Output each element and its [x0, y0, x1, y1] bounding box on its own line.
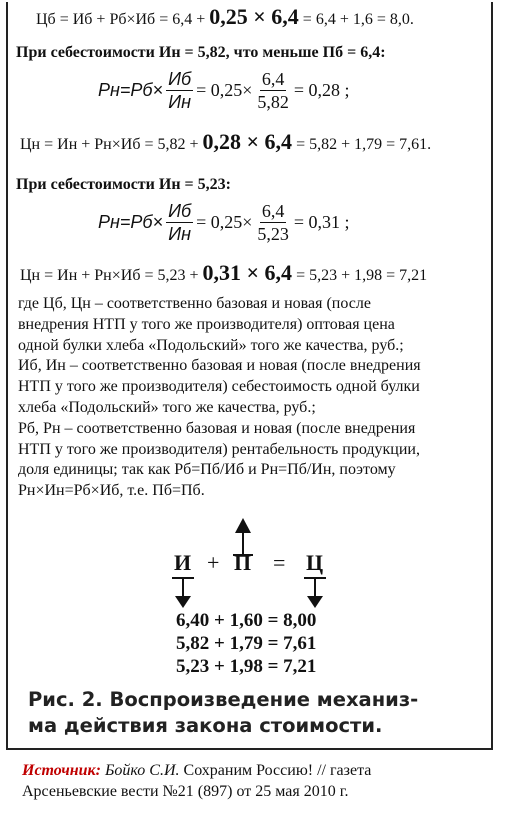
heading-cost-5-23: При себестоимости Ин = 5,23:: [16, 176, 231, 193]
figure-frame: [6, 2, 493, 750]
formula-text: Цн = Ин + Рн×Иб = 5,82 +: [20, 136, 203, 153]
numerator: Иб: [168, 69, 192, 89]
denominator: Ин: [168, 92, 191, 112]
sum-line-1: 6,40 + 1,60 = 8,00: [176, 610, 317, 631]
symbol-price: Ц: [306, 550, 324, 575]
sum-line-2: 5,82 + 1,79 = 7,61: [176, 633, 317, 654]
figure-caption-line-2: ма действия закона стоимости.: [28, 714, 383, 737]
source-label: Источник:: [22, 762, 101, 779]
formula-mid: = 0,25×: [196, 212, 253, 232]
formula-text: = 6,4 + 1,6 = 8,0.: [298, 11, 414, 28]
definition-line: НТП у того же производителя) рентабельность продукции,: [18, 440, 420, 458]
denominator: 5,82: [257, 92, 289, 112]
arrow-up-icon: [235, 518, 251, 533]
sum-line-3: 5,23 + 1,98 = 7,21: [176, 656, 317, 677]
formula-text: Цб = Иб + Рб×Иб = 6,4 +: [36, 11, 210, 28]
definition-line: где Цб, Цн – соответственно базовая и новая (после: [18, 295, 371, 312]
source-author: Бойко С.И.: [100, 762, 180, 779]
numerator: 6,4: [261, 201, 285, 221]
formula-lhs: Рн=Рб×: [98, 212, 164, 232]
formula-mid: = 0,25×: [196, 80, 253, 100]
arrow-down-icon: [307, 596, 323, 608]
formula-result: = 0,31 ;: [293, 212, 350, 232]
numerator: Иб: [168, 201, 192, 221]
formula-lhs: Рн=Рб×: [98, 80, 164, 100]
definition-line: НТП у того же производителя) себестоимость одной булки: [18, 378, 420, 396]
symbol-cost: И: [174, 550, 192, 575]
numerator: 6,4: [261, 69, 285, 89]
definition-line: Рн×Ин=Рб×Иб, т.е. Пб=Пб.: [18, 482, 205, 500]
figure-caption-line-1: Рис. 2. Воспроизведение механиз-: [28, 688, 419, 711]
formula-emphasis: 0,31 × 6,4: [202, 260, 293, 285]
arrow-down-icon: [175, 596, 191, 608]
formula-text: = 5,23 + 1,98 = 7,21: [292, 267, 428, 284]
definition-line: внедрения НТП у того же производителя) оптовая цена: [18, 315, 395, 333]
definition-line: Иб, Ин – соответственно базовая и новая (после внедрения: [18, 357, 421, 375]
definition-line: доля единицы; так как Рб=Пб/Иб и Рн=Пб/Ин, поэтому: [18, 461, 396, 479]
definition-line: Рб, Рн – соответственно базовая и новая (после внедрения: [18, 419, 416, 437]
heading-cost-5-82: При себестоимости Ин = 5,82, что меньше Пб = 6,4:: [16, 44, 386, 61]
formula-text: Цн = Ин + Рн×Иб = 5,23 +: [20, 267, 203, 284]
symbol-profit: П: [234, 550, 252, 575]
formula-text: = 5,82 + 1,79 = 7,61.: [292, 136, 432, 153]
source-line-1: [22, 762, 371, 780]
source-line-2: Арсеньевские вести №21 (897) от 25 мая 2010 г.: [22, 783, 349, 800]
source-text: Сохраним Россию! // газета: [179, 762, 372, 779]
denominator: 5,23: [257, 224, 289, 244]
formula-emphasis: 0,28 × 6,4: [202, 129, 293, 154]
symbol-equals: =: [273, 550, 286, 575]
symbol-plus: +: [207, 550, 220, 575]
definition-line: одной булки хлеба «Подольский» того же качества, руб.;: [18, 336, 404, 354]
definition-line: хлеба «Подольский» того же качества, руб.;: [18, 398, 316, 416]
formula-result: = 0,28 ;: [293, 80, 350, 100]
formula-emphasis: 0,25 × 6,4: [209, 4, 299, 29]
denominator: Ин: [168, 224, 191, 244]
